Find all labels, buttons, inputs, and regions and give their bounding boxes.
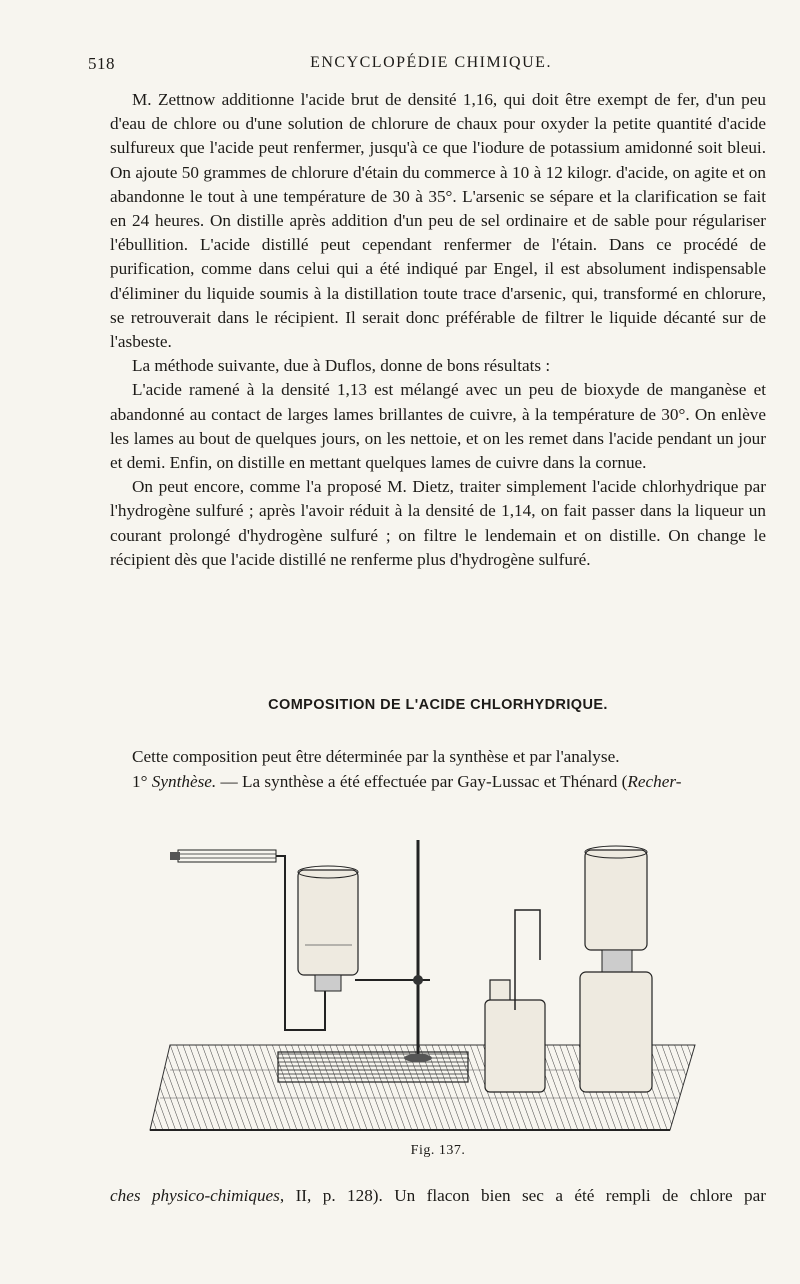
paragraph-duflos-intro: La méthode suivante, due à Duflos, donne de bons résultats : — [132, 356, 551, 376]
synthese-label: Synthèse. — [151, 772, 217, 791]
paragraph-duflos-method: L'acide ramené à la densité 1,13 est mélangé avec un peu de bioxyde de manganèse et abandonné au contact de larges lames brillantes de cuivre, à la température de 30°. On enlève les lames au bout de quelques jours, on les nettoie, et on les remet dans l'acide pendant un jour et demi. Enfin, on distille en mettant quelques lames de cuivre dans la cornue. — [110, 380, 766, 473]
paragraph-zettnow: M. Zettnow additionne l'acide brut de densité 1,16, qui doit être exempt de fer, d'un peu d'eau de chlore ou d'une solution de chlorure de chaux pour oxyder la petite quantité d'acide sulfureux que l'acide peut renfermer, jusqu'à ce que l'iodure de potassium amidonné soit bleui. On ajoute 50 grammes de chlorure d'étain du commerce à 10 à 12 kilogr. d'acide, on agite et on abandonne le tout à une température de 30 à 35°. L'arsenic se sépare et la clarification se fait en 24 heures. On distille après addition d'un peu de sel ordinaire et de sable pour régulariser l'ébullition. L'acide distillé peut cependant renfermer de l'étain. Dans ce procédé de purification, comme dans celui qui a été indiqué par Engel, il est absolument indispensable d'éliminer du liquide soumis à la distillation toute trace d'arsenic, qui, transformé en chlorure, se retrouverait dans le récipient. Il serait donc préférable de filtrer le liquide décanté sur de l'asbeste. — [110, 90, 766, 352]
paragraph-intro: Cette composition peut être déterminée par la synthèse et par l'analyse. — [132, 747, 620, 766]
figure-caption: Fig. 137. — [410, 1143, 466, 1158]
receiver-jar — [580, 846, 652, 1092]
paragraph-dietz: On peut encore, comme l'a proposé M. Dietz, traiter simplement l'acide chlorhydrique par l'hydrogène sulfuré ; après l'avoir réduit à la densité de 1,14, on fait passer dans la liqueur un courant prolongé d'hydrogène sulfuré ; on filtre le lendemain et on distille. On change le récipient dès que l'acide distillé ne renferme plus d'hydrogène sulfuré. — [110, 477, 766, 569]
page-number: 518 — [88, 54, 115, 73]
synthese-text: — La synthèse a été effectuée par Gay-Lussac et Thénard ( — [216, 772, 628, 791]
reference-title: ches physico-chimiques — [110, 1186, 280, 1205]
apparatus-engraving — [140, 840, 700, 1140]
body-text — [110, 88, 766, 572]
lower-text — [110, 744, 766, 794]
final-line-text: , II, p. 128). Un flacon bien sec a été rempli de chlore par — [279, 1186, 767, 1205]
section-heading: COMPOSITION DE L'ACIDE CHLORHYDRIQUE. — [268, 697, 608, 713]
paragraph-synthese — [110, 769, 766, 794]
running-head — [88, 54, 774, 78]
wash-bottle — [485, 910, 545, 1092]
figure-apparatus — [140, 840, 700, 1140]
running-title: ENCYCLOPÉDIE CHIMIQUE. — [310, 54, 552, 71]
final-line — [110, 1184, 766, 1208]
bell-jar — [298, 866, 358, 991]
synthese-number: 1° — [132, 772, 148, 791]
synthese-reference: Recher- — [627, 772, 682, 791]
